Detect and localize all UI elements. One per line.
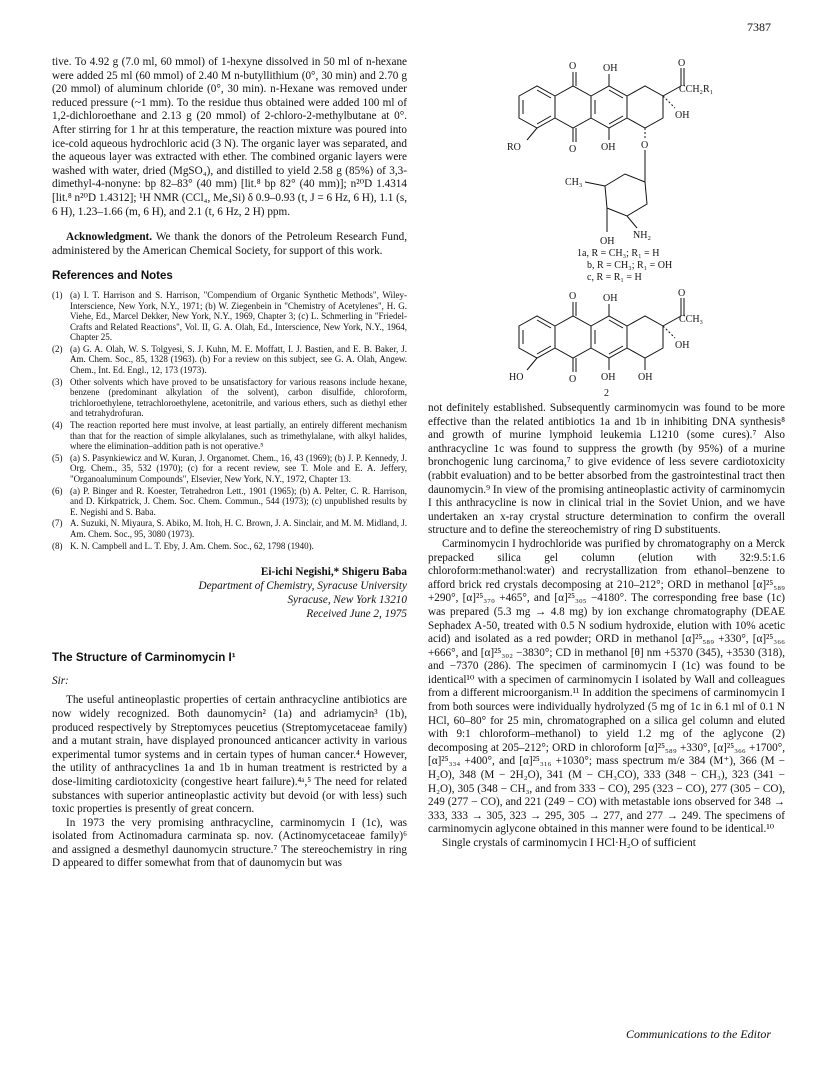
struct1-label-o-glycosidic: O bbox=[640, 140, 648, 151]
struct1-label-nh2: NH₂ bbox=[632, 230, 651, 241]
struct1-legend-1a: 1a, R = CH₃; R₁ = H bbox=[576, 248, 659, 259]
reference-number: (2) bbox=[52, 343, 63, 354]
reference-number: (6) bbox=[52, 485, 63, 496]
struct1-label-ch3: CH₃ bbox=[564, 177, 582, 188]
struct1-label-oh-bottom: OH bbox=[600, 142, 615, 153]
intro-paragraph: tive. To 4.92 g (7.0 ml, 60 mmol) of 1-hexyne dissolved in 50 ml of n-hexane were added 25 ml (60 mmol) of 2.40 M n-butyllithium (0°, 30 min) and 2.70 g (20 mmol) of aluminum chloride (0°, 30 min). n-Hexane was removed under reduced pressure (~1 mm). To the residue thus obtained were added 100 ml of 1,2-dichloroethane and 2.13 g (20 mmol) of 2-chloro-2-methylbutane at 0°. After stirring for 1 hr at this temperature, the reaction mixture was poured into ice-cold aqueous hydrochloric acid (3 N). The organic layer was separated, and the aqueous layer was extracted with ether. The combined organic layers were washed with water, dried (MgSO₄), and distilled to yield 2.58 g (85%) of 3,3-dimethyl-4-nonyne: bp 82–83° (40 mm) [lit.⁸ bp 82° (40 mm)]; n²⁰D 1.4314 [lit.⁸ n²⁰D 1.4312]; ¹H NMR (CCl₄, Me₄Si) δ 0.9–0.93 (t, J = 6 Hz, 6 H), 1.1 (s, 6 H), 1.23–1.66 (m, 6 H), and 2.1 (t, 6 Hz, 2 H) ppm. bbox=[52, 56, 407, 218]
body-paragraph-1: The useful antineoplastic properties of certain anthracycline antibiotics are now widely recognized. Both daunomycin² (1a) and adriamycin³ (1b), produced respectively by Streptomyces peucetius (Streptomycetaceae family) and a mutant strain, have displayed pronounced anticancer activity in various experimental tumor systems and in certain types of human cancer.⁴ However, the utility of anthracyclines 1a and 1b in human treatment is restricted by a dose-limiting cardiotoxicity (congestive heart failure).⁴ᵃ,⁵ The need for related substances with superior antineoplastic activity but devoid (or with less) such toxic properties is presently of great concern. bbox=[52, 694, 407, 816]
struct2-label-o-acyl: O bbox=[677, 288, 685, 299]
struct1-label-ro: RO bbox=[506, 142, 521, 153]
reference-item bbox=[52, 486, 407, 518]
reference-number: (4) bbox=[52, 420, 63, 431]
struct2-label-oh-c7: OH bbox=[637, 372, 652, 383]
struct1-label-side-chain: CCH₂R₁ bbox=[678, 84, 713, 95]
struct2-label-oh-c9: OH bbox=[674, 340, 689, 351]
right-column bbox=[428, 56, 785, 851]
references-list bbox=[52, 290, 407, 551]
article-title: The Structure of Carminomycin I¹ bbox=[52, 651, 236, 665]
journal-section-footer: Communications to the Editor bbox=[626, 1027, 771, 1041]
right-paragraph-2: Carminomycin I hydrochloride was purified by chromatography on a Merck prepacked silica gel column (elution with 32:9.5:1.6 chloroform:methanol:water) and recrystallization from ethanol–benzene to afford brick red crystals decomposing at 210–212°; ORD in methanol [α]²⁵₅₈₉ +290°, [α]²⁵₃₇₀ +465°, and [α]²⁵₃₀₅ −4180°. The corresponding free base (1c) was prepared (5.3 mg → 4.8 mg) by ion exchange chromatography (DEAE Sephadex A-50, treated with 0.5 N sodium hydroxide, elution with 10% acetic acid) and isolated as a red powder; ORD in methanol [α]²⁵₅₈₉ +330°, [α]²⁵₃₆₆ +666°, and [α]²⁵₃₀₂ −3830°; CD in methanol [θ] nm +5370 (345), +3530 (318), and −7370 (286). The specimen of carminomycin I (1c) was found to be identical¹⁰ with a specimen of carminomycin I isolated by Wall and colleagues from a different microorganism.¹¹ In addition the specimens of carminomycin I from both sources were individually hydrolyzed (5 mg of 1c in 6.1 ml of 0.1 N HCl, 60–80° for 25 min, chromatographed on a silica gel column and eluted with 9:1 chloroform–methanol) to yield 1.2 mg of the aglycone (2) decomposing at 205–212°; ORD in chloroform [α]²⁵₅₈₉ +330°, [α]²⁵₃₆₆ +1700°, [α]²⁵₃₃₄ +400°, and [α]²⁵₃₁₆ +1030°; mass spectrum m/e 384 (M⁺), 366 (M − H₂O), 348 (M − 2H₂O), 341 (M − CH₃CO), 333 (348 − CH₃), 323 (341 − H₂O), 305 (348 − CH₃, and from 333 − CO), 295 (323 − CO), 277 (305 − CO), 249 (277 − CO), and 221 (249 − CO) with metastable ions observed for 348 → 333, 333 → 305, 323 → 295, 305 → 277, and 277 → 249. The specimens of carminomycin aglycone obtained in this manner were found to be identical.¹⁰ bbox=[428, 537, 785, 836]
struct2-label-o-top: O bbox=[568, 291, 576, 302]
reference-text: (a) S. Pasynkiewicz and W. Kuran, J. Organomet. Chem., 16, 43 (1969); (b) J. P. Kennedy, J. Org. Chem., 35, 532 (1970); (c) for a recent review, see T. Mole and E. A. Jeffery, "Organoaluminum Compounds", Elsevier, New York, N.Y., 1972, Chapter 13. bbox=[70, 452, 407, 484]
struct1-label-o-acyl: O bbox=[677, 58, 685, 69]
struct1-label-oh-sugar: OH bbox=[599, 236, 614, 247]
reference-text: The reaction reported here must involve, at least partially, an entirely different mechanism than that for the reaction of simple alkylalanes, such as trimethylalane, with alkyl halides, where the elimination–addition path is not operative.⁵ bbox=[70, 420, 407, 452]
struct2-label-side-chain: CCH₃ bbox=[678, 314, 703, 325]
reference-number: (3) bbox=[52, 376, 63, 387]
reference-text: (a) I. T. Harrison and S. Harrison, "Compendium of Organic Synthetic Methods", Wiley-Interscience, New York, N.Y., 1971; (b) W. Ziegenbein in "Chemistry of Acetylenes", H. G. Viehe, Ed., Marcel Dekker, New York, N.Y., 1969, Chapter 3; (c) L. Schmerling in "Friedel-Crafts and Related Reactions", Vol. II, G. A. Olah, Ed., Interscience, New York, N.Y., 1964, Chapter 25. bbox=[70, 289, 407, 343]
reference-number: (5) bbox=[52, 452, 63, 463]
left-column bbox=[52, 56, 407, 871]
reference-number: (8) bbox=[52, 540, 63, 551]
reference-number: (7) bbox=[52, 518, 63, 529]
struct1-label-o-top: O bbox=[568, 61, 576, 72]
reference-item bbox=[52, 377, 407, 419]
affiliation-department: Department of Chemistry, Syracuse University bbox=[198, 580, 407, 593]
reference-text: Other solvents which have proved to be unsatisfactory for various reasons include hexane, benzene (predominant alkylation of the solvent), carbon disulfide, chloroform, trichloroethylene, tetrachloroethylene, acetonitrile, and various ethers, such as diethyl ether and tetrahydrofuran. bbox=[70, 376, 407, 419]
reference-text: (a) P. Binger and R. Koester, Tetrahedron Lett., 1901 (1965); (b) A. Pelter, C. R. Harrison, and D. Kirkpatrick, J. Chem. Soc. Chem. Commun., 544 (1973); (c) unpublished results by E. Negishi and S. Baba. bbox=[70, 485, 407, 517]
struct2-label-ho: HO bbox=[508, 372, 523, 383]
reference-item bbox=[52, 541, 407, 552]
structure-2-diagram bbox=[487, 282, 727, 402]
struct2-label-o-bottom: O bbox=[568, 374, 576, 385]
reference-text: (a) G. A. Olah, W. S. Tolgyesi, S. J. Kuhn, M. E. Moffatt, I. J. Bastien, and E. B. Baker, J. Am. Chem. Soc., 85, 1328 (1963). (b) For a review on this subject, see G. A. Olah, Angew. Chem., Int. Ed. Engl., 12, 173 (1973). bbox=[70, 343, 407, 376]
struct2-label-oh-bottom: OH bbox=[600, 372, 615, 383]
right-paragraph-1: not definitely established. Subsequently carminomycin was found to be more effective than the related antibiotics 1a and 1b in inhibiting DNA synthesis⁸ and growth of murine lymphoid leukemia L1210 (some cures).⁷ Also anthracycline 1c was found to suppress the growth (by 95%) of a murine bronchogenic lung carcinoma,⁷ to give evidence of less severe cardiotoxicity (rabbit evaluation) and to be better absorbed from the gastrointestinal tract then daunomycin.⁹ In view of the promising antineoplastic activity of carminomycin I this anthracycline is now in clinical trial in the Soviet Union, and we have undertaken an x-ray crystal structure determination to confirm the overall structure and to define the stereochemistry of ring D substituents. bbox=[428, 402, 785, 537]
author-names: Ei-ichi Negishi,* Shigeru Baba bbox=[260, 566, 407, 579]
body-paragraph-2: In 1973 the very promising anthracycline, carminomycin I (1c), was isolated from Actinomadura carminata sp. nov. (Actinomycetaceae family)⁶ and assigned a desmethyl daunomycin structure.⁷ The stereochemistry in ring D appeared to differ somewhat from that of daunomycin but was bbox=[52, 816, 407, 870]
reference-text: K. N. Campbell and L. T. Eby, J. Am. Chem. Soc., 62, 1798 (1940). bbox=[70, 540, 314, 551]
struct2-number: 2 bbox=[603, 388, 609, 399]
struct1-label-o-bottom: O bbox=[568, 144, 576, 155]
reference-item bbox=[52, 453, 407, 485]
reference-item bbox=[52, 518, 407, 539]
acknowledgment-text: We thank the donors of the Petroleum Research Fund, administered by the American Chemical Society, for support of this work. bbox=[52, 231, 407, 257]
reference-item bbox=[52, 420, 407, 452]
reference-number: (1) bbox=[52, 289, 63, 300]
author-block bbox=[52, 565, 407, 621]
struct1-label-oh-top: OH bbox=[602, 63, 617, 74]
struct2-label-oh-top: OH bbox=[602, 293, 617, 304]
salutation: Sir: bbox=[52, 674, 69, 687]
acknowledgment bbox=[52, 231, 407, 258]
references-heading: References and Notes bbox=[52, 270, 173, 283]
right-paragraph-3: Single crystals of carminomycin I HCl·H₂O of sufficient bbox=[442, 837, 696, 849]
struct1-label-oh-c9: OH bbox=[674, 110, 689, 121]
received-date: Received June 2, 1975 bbox=[306, 608, 407, 621]
struct1-legend-c: c, R = R₁ = H bbox=[586, 272, 642, 282]
page-number: 7387 bbox=[747, 20, 771, 34]
reference-item bbox=[52, 344, 407, 376]
struct1-legend-b: b, R = CH₃; R₁ = OH bbox=[586, 260, 672, 271]
acknowledgment-label: Acknowledgment. bbox=[66, 231, 153, 244]
affiliation-location: Syracuse, New York 13210 bbox=[287, 594, 407, 607]
structure-1-diagram bbox=[487, 56, 727, 282]
reference-item bbox=[52, 290, 407, 343]
reference-text: A. Suzuki, N. Miyaura, S. Abiko, M. Itoh, H. C. Brown, J. A. Sinclair, and M. M. Midland, J. Am. Chem. Soc., 95, 3080 (1973). bbox=[70, 518, 407, 539]
